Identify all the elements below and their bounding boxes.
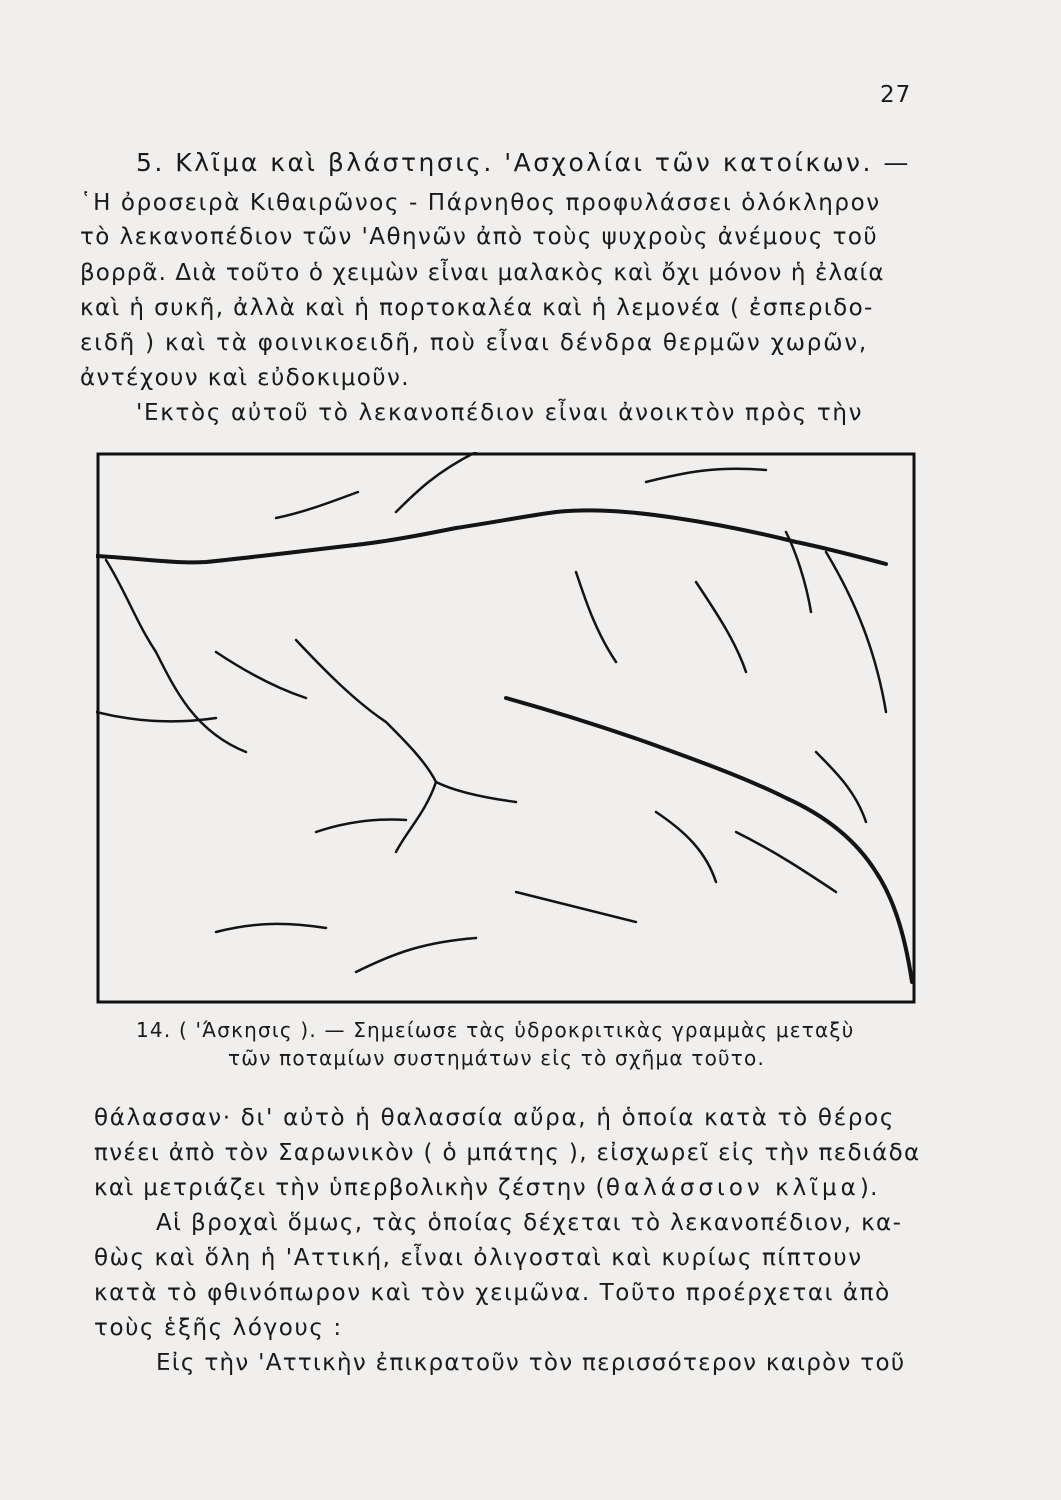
text-line: πνέει ἀπὸ τὸν Σαρωνικὸν ( ὁ μπάτης ), εἰσχωρεῖ εἰς τὴν πεδιάδα — [94, 1140, 921, 1166]
watershed-line — [436, 782, 516, 802]
watershed-line — [296, 640, 436, 782]
river-line — [216, 652, 306, 698]
figure-frame — [98, 454, 914, 1002]
river-line — [646, 469, 766, 482]
river-line — [276, 492, 358, 518]
river-line — [106, 560, 246, 752]
river-line — [396, 452, 476, 512]
text-line: κατὰ τὸ φθινόπωρον καὶ τὸν χειμῶνα. Τοῦτο προέρχεται ἀπὸ — [94, 1280, 891, 1306]
text-segment: ). — [859, 1175, 879, 1201]
watershed-line — [396, 782, 436, 852]
emphasis-spaced: θαλάσσιον κλῖμα — [605, 1175, 860, 1201]
river-line — [826, 552, 886, 712]
river-line — [506, 698, 912, 982]
river-line — [216, 924, 326, 932]
river-line — [656, 812, 716, 882]
text-line: τοὺς ἑξῆς λόγους : — [94, 1315, 343, 1341]
river-line — [316, 820, 406, 833]
text-line: 'Εκτὸς αὐτοῦ τὸ λεκανοπέδιον εἶναι ἀνοικτὸν πρὸς τὴν — [136, 400, 864, 426]
figure-caption: 14. ( 'Άσκησις ). — Σημείωσε τὰς ὑδροκριτικὰς γραμμὰς μεταξὺ — [136, 1018, 855, 1042]
text-line: ἀντέχουν καὶ εὐδοκιμοῦν. — [80, 365, 410, 391]
figure-caption: τῶν ποταμίων συστημάτων εἰς τὸ σχῆμα τοῦτο. — [228, 1046, 766, 1070]
text-line: καὶ ἡ συκῆ, ἀλλὰ καὶ ἡ πορτοκαλέα καὶ ἡ λεμονέα ( ἐσπεριδο- — [80, 295, 874, 321]
watershed-line — [96, 510, 886, 564]
text-line: τὸ λεκανοπέδιον τῶν 'Αθηνῶν ἀπὸ τοὺς ψυχροὺς ἀνέμους τοῦ — [80, 224, 879, 250]
text-line: ειδῆ ) καὶ τὰ φοινικοειδῆ, ποὺ εἶναι δένδρα θερμῶν χωρῶν, — [80, 330, 869, 356]
river-line — [736, 832, 836, 892]
river-line — [576, 572, 616, 662]
river-line — [96, 712, 216, 721]
text-line: Αἱ βροχαὶ ὅμως, τὰς ὁποίας δέχεται τὸ λεκανοπέδιον, κα- — [156, 1210, 903, 1236]
river-line — [356, 938, 476, 972]
text-line: Εἰς τὴν 'Αττικὴν ἐπικρατοῦν τὸν περισσότερον καιρὸν τοῦ — [156, 1350, 906, 1376]
river-systems-figure — [96, 452, 916, 1004]
text-line: θάλασσαν· δι' αὐτὸ ἡ θαλασσία αὔρα, ἡ ὁποία κατὰ τὸ θέρος — [94, 1105, 896, 1131]
section-heading: 5. Κλῖμα καὶ βλάστησις. 'Ασχολίαι τῶν κατοίκων. — — [136, 148, 911, 177]
page-number: 27 — [880, 82, 912, 108]
river-line — [516, 892, 636, 922]
text-line: ῾Η ὀροσειρὰ Κιθαιρῶνος - Πάρνηθος προφυλάσσει ὁλόκληρον — [80, 190, 881, 216]
river-line — [696, 582, 746, 672]
text-line — [94, 1173, 879, 1203]
text-line: βορρᾶ. Διὰ τοῦτο ὁ χειμὼν εἶναι μαλακὸς καὶ ὄχι μόνον ἡ ἐλαία — [80, 260, 885, 286]
text-segment: καὶ μετριάζει τὴν ὑπερβολικὴν ζέστην ( — [94, 1175, 606, 1201]
river-systems-drawing — [96, 452, 916, 1004]
text-line: θὼς καὶ ὅλη ἡ 'Αττική, εἶναι ὀλιγοσταὶ καὶ κυρίως πίπτουν — [94, 1245, 863, 1271]
river-line — [816, 752, 866, 822]
